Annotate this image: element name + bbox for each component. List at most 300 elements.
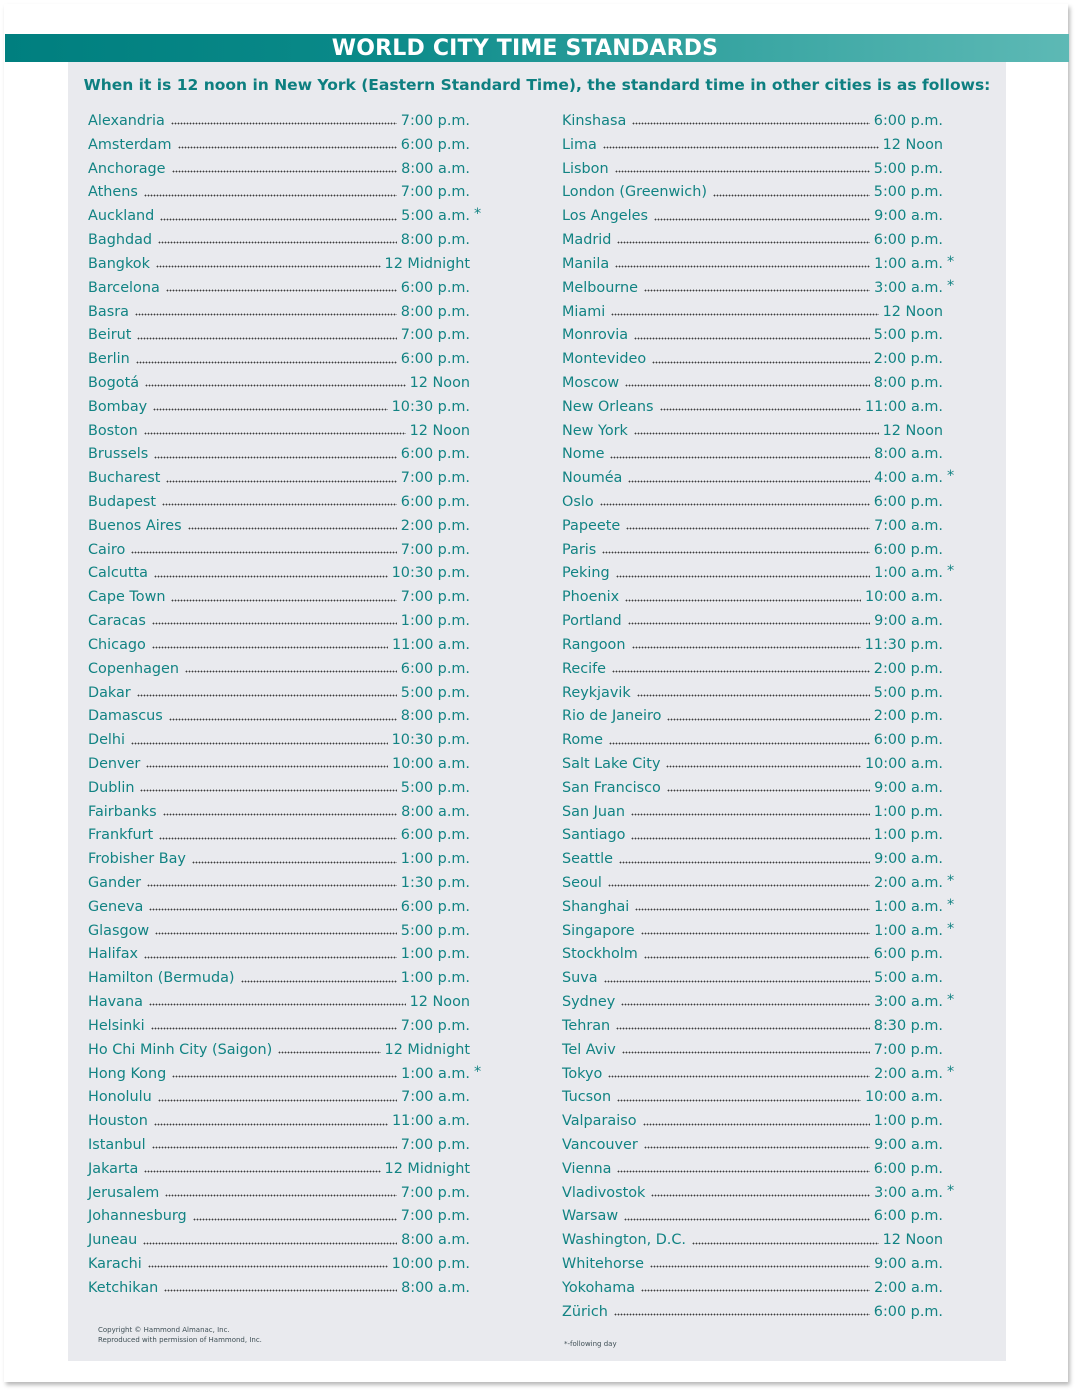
city-time-row [88,610,470,634]
city-name: Sydney [562,994,616,1011]
city-time-row [562,753,943,777]
city-time-row [562,896,955,920]
city-name: San Juan [562,803,625,820]
city-time-row [88,1063,482,1087]
city-time: 5:00 p.m. [873,327,943,344]
city-time: 12 Noon [409,374,470,391]
city-time-row [562,443,943,467]
dot-leader [644,286,870,296]
city-time-row [562,705,943,729]
city-name: Damascus [88,708,163,725]
dot-leader [163,809,398,819]
city-name: Gander [88,875,141,891]
city-name: Portland [562,613,622,630]
city-name: Athens [88,184,138,201]
city-name: Recife [562,660,607,677]
city-time-row [88,943,470,967]
dot-leader [644,1143,870,1153]
city-name: Basra [88,303,129,320]
city-name: Nouméa [562,470,623,487]
dot-leader [158,1095,397,1105]
city-name: Alexandria [88,113,165,129]
dot-leader [660,405,861,415]
city-name: Washington, D.C. [562,1232,686,1249]
dot-leader [625,381,870,391]
city-name: Dakar [88,684,131,701]
dot-leader [641,929,871,939]
city-time: 10:00 p.m. [391,1256,470,1272]
city-name: Rome [562,732,604,749]
city-time: 1:00 p.m. [400,613,470,630]
city-time-row [562,729,943,753]
city-time-row [88,753,470,777]
dot-leader [634,428,879,438]
city-time-row [562,801,943,825]
city-time: 8:00 a.m. [874,446,943,463]
city-time-row [562,1277,943,1301]
dot-leader [713,190,870,200]
city-name: Manila [562,255,610,272]
dot-leader [628,619,871,629]
city-time: 11:00 a.m. [864,398,943,415]
city-time: 10:00 a.m. [391,755,470,772]
city-time: 12 Noon [882,136,943,153]
dot-leader [143,1238,397,1248]
dot-leader [619,857,870,867]
dot-leader [155,929,397,939]
city-name: Vienna [562,1160,612,1177]
city-time-row [88,1086,470,1110]
city-name: Halifax [88,946,139,963]
city-time: 9:00 a.m. [874,851,943,868]
dot-leader [169,714,397,724]
city-time-row [88,253,470,277]
dot-leader [140,786,396,796]
dot-leader [692,1238,879,1248]
city-time-row [562,1301,943,1325]
city-time-row [88,420,470,444]
dot-leader [136,357,397,367]
city-name: Reykjavik [562,684,631,701]
city-time: 8:00 p.m. [400,708,470,725]
city-time-row [88,586,470,610]
city-name: Buenos Aires [88,517,182,534]
city-time-row [562,1253,943,1277]
city-time: 6:00 p.m. [873,1160,943,1177]
dot-leader [637,690,870,700]
city-time: 10:30 p.m. [391,398,470,415]
dot-leader [144,190,397,200]
city-time-row [88,134,470,158]
city-time-row [88,1253,470,1277]
dot-leader [654,214,870,224]
city-time: 9:00 a.m. [874,1256,943,1272]
next-day-marker: * [947,277,955,294]
city-name: Bogotá [88,374,140,391]
city-time: 8:00 p.m. [400,303,470,320]
city-name: Copenhagen [88,660,180,677]
city-name: Brussels [88,446,149,463]
city-time-row [88,348,470,372]
city-time-row [562,372,943,396]
city-time-row [88,1182,470,1206]
city-time-row [562,967,943,991]
city-time-row [88,277,470,301]
dot-leader [171,119,397,129]
dot-leader [241,976,397,986]
city-time-row [88,1229,470,1253]
city-name: Caracas [88,613,146,630]
city-time: 2:00 p.m. [873,708,943,725]
dot-leader [652,357,870,367]
city-time-row [88,705,470,729]
city-time-row [88,1205,470,1229]
city-time-row [88,158,470,182]
dot-leader [137,333,396,343]
dot-leader [604,976,871,986]
city-time: 6:00 p.m. [400,351,470,368]
city-time: 6:00 p.m. [873,113,943,129]
city-time: 6:00 p.m. [400,279,470,296]
city-name: Havana [88,994,143,1011]
dot-leader [602,548,870,558]
city-time: 8:00 a.m. [401,803,470,820]
city-name: San Francisco [562,779,661,796]
city-time-row [88,872,470,896]
dot-leader [617,1167,869,1177]
city-name: Fairbanks [88,803,157,820]
city-name: Lima [562,136,597,153]
city-time-row [88,491,470,515]
city-time: 3:00 a.m. [874,994,943,1011]
city-name: Barcelona [88,279,160,296]
city-name: Ketchikan [88,1279,159,1296]
dot-leader [616,571,871,581]
city-time-row [88,991,470,1015]
dot-leader [154,452,397,462]
city-time-row [562,658,943,682]
next-day-marker: * [947,1182,955,1199]
dot-leader [193,1214,397,1224]
dot-leader [615,262,870,272]
city-time: 9:00 a.m. [874,613,943,630]
city-name: Seattle [562,851,613,868]
city-time: 8:00 a.m. [401,1232,470,1249]
city-time-row [562,1134,943,1158]
dot-leader [650,1262,870,1272]
dot-leader [615,167,870,177]
city-name: Boston [88,422,138,439]
dot-leader [610,452,870,462]
city-name: Seoul [562,875,602,891]
city-time: 2:00 a.m. [874,1065,943,1082]
copyright-line: Copyright © Hammond Almanac, Inc. [98,1326,230,1334]
city-time: 12 Noon [882,1232,943,1249]
right-city-column [562,110,955,1324]
city-time-row [88,372,470,396]
city-name: Jakarta [88,1160,139,1177]
city-name: Rio de Janeiro [562,708,662,725]
dot-leader [152,619,397,629]
city-time-row [562,181,943,205]
city-time: 1:00 p.m. [400,970,470,987]
city-time: 9:00 a.m. [874,779,943,796]
dot-leader [608,881,870,891]
city-name: Bangkok [88,255,150,272]
city-name: Vancouver [562,1136,638,1153]
next-day-marker: * [474,206,482,223]
dot-leader [172,167,398,177]
dot-leader [164,1286,397,1296]
city-time-row [88,229,470,253]
city-time-row [562,324,943,348]
city-time: 6:00 p.m. [400,660,470,677]
city-time: 6:00 p.m. [873,232,943,249]
city-time: 1:00 a.m. [874,255,943,272]
city-time: 5:00 a.m. [874,970,943,987]
dot-leader [144,1167,380,1177]
city-time: 7:00 p.m. [400,1136,470,1153]
dot-leader [151,1024,397,1034]
city-time: 5:00 p.m. [873,160,943,177]
city-name: Moscow [562,374,620,391]
dot-leader [631,833,869,843]
city-time-row [562,586,943,610]
city-name: Phoenix [562,589,620,606]
city-time: 2:00 p.m. [400,517,470,534]
city-name: Ho Chi Minh City (Saigon) [88,1041,273,1058]
dot-leader [144,428,406,438]
dot-leader [611,309,878,319]
city-time-row [562,562,955,586]
city-time-row [88,324,470,348]
city-time-row [562,277,955,301]
dot-leader [667,786,870,796]
dot-leader [644,952,870,962]
city-time: 12 Noon [882,303,943,320]
city-time: 3:00 a.m. [874,279,943,296]
city-time-row [562,848,943,872]
city-name: Oslo [562,494,594,510]
city-time-row [88,824,470,848]
title-banner [5,34,1069,62]
city-time: 5:00 p.m. [400,922,470,939]
dot-leader [165,1190,396,1200]
city-name: Karachi [88,1256,142,1272]
city-name: Budapest [88,494,157,510]
dot-leader [146,762,388,772]
city-name: Berlin [88,351,130,368]
city-time: 7:00 p.m. [400,589,470,606]
city-time-row [562,920,955,944]
city-time-row [88,1158,470,1182]
dot-leader [617,1095,861,1105]
city-time: 1:00 p.m. [400,851,470,868]
city-time: 1:00 p.m. [873,803,943,820]
city-time-row [562,1182,955,1206]
city-time: 2:00 p.m. [873,351,943,368]
city-name: Cairo [88,541,126,558]
city-time: 6:00 p.m. [873,541,943,558]
city-time-row [88,467,470,491]
city-name: Melbourne [562,279,638,296]
city-time: 7:00 p.m. [400,113,470,129]
dot-leader [178,143,397,153]
city-time: 5:00 a.m. [401,208,470,225]
city-time: 1:30 p.m. [400,875,470,891]
city-time-row [562,348,943,372]
city-name: Warsaw [562,1208,619,1225]
city-time: 1:00 p.m. [873,827,943,844]
dot-leader [622,1048,870,1058]
city-time: 12 Midnight [384,1160,470,1177]
city-time: 2:00 a.m. [874,875,943,891]
city-time-row [562,1229,943,1253]
city-time: 12 Noon [409,422,470,439]
city-time: 9:00 a.m. [874,208,943,225]
city-time-row [562,1205,943,1229]
city-time-row [88,205,482,229]
city-name: Amsterdam [88,136,172,153]
city-name: Santiago [562,827,626,844]
dot-leader [160,214,397,224]
city-name: London (Greenwich) [562,184,707,201]
city-time: 5:00 p.m. [400,684,470,701]
city-time: 6:00 p.m. [400,494,470,510]
city-time-row [562,539,943,563]
dot-leader [152,1143,397,1153]
dot-leader [172,1071,397,1081]
city-name: Madrid [562,232,612,249]
city-name: Glasgow [88,922,150,939]
city-time-row [88,729,470,753]
dot-leader [609,738,870,748]
city-time: 8:00 a.m. [401,160,470,177]
city-time-row [562,253,955,277]
city-time-row [88,443,470,467]
city-time-row [88,967,470,991]
next-day-marker: * [947,253,955,270]
city-time: 8:30 p.m. [873,1017,943,1034]
dot-leader [166,476,396,486]
city-name: Zürich [562,1303,608,1320]
city-time-row [562,1039,943,1063]
dot-leader [192,857,397,867]
dot-leader [614,1310,870,1320]
dot-leader [635,905,870,915]
dot-leader [171,595,396,605]
city-name: Vladivostok [562,1184,646,1201]
city-time-row [88,1039,470,1063]
dot-leader [603,143,879,153]
city-time-row [562,229,943,253]
city-time: 7:00 p.m. [400,327,470,344]
city-time: 10:30 p.m. [391,732,470,749]
city-name: Miami [562,303,606,320]
city-time-row [562,682,943,706]
dot-leader [149,905,396,915]
city-name: Whitehorse [562,1256,645,1272]
city-time-row [562,110,943,134]
city-time-row [88,1015,470,1039]
city-name: Juneau [88,1232,138,1249]
city-time: 7:00 p.m. [400,184,470,201]
city-time: 1:00 p.m. [400,946,470,963]
city-name: Paris [562,541,597,558]
city-name: Calcutta [88,565,149,582]
city-time-row [88,562,470,586]
city-name: Bucharest [88,470,161,487]
dot-leader [144,952,397,962]
city-time: 6:00 p.m. [873,1208,943,1225]
city-time-row [562,396,943,420]
city-name: Suva [562,970,598,987]
city-time-row [88,181,470,205]
city-time: 5:00 p.m. [873,184,943,201]
city-name: Montevideo [562,351,647,368]
city-time: 12 Midnight [384,255,470,272]
city-time: 12 Noon [409,994,470,1011]
city-time: 6:00 p.m. [873,732,943,749]
dot-leader [149,1000,406,1010]
city-time-row [88,110,470,134]
city-name: Valparaiso [562,1113,637,1130]
city-time-row [562,491,943,515]
city-time: 4:00 a.m. [874,470,943,487]
dot-leader [154,1119,388,1129]
dot-leader [185,667,397,677]
city-time-row [562,634,943,658]
city-time-row [562,777,943,801]
city-time-row [562,991,955,1015]
city-time: 7:00 p.m. [873,1041,943,1058]
city-name: New York [562,422,628,439]
dot-leader [137,690,397,700]
city-name: Salt Lake City [562,755,661,772]
city-name: Delhi [88,732,126,749]
city-time: 12 Noon [882,422,943,439]
next-day-marker: * [947,920,955,937]
city-name: Los Angeles [562,208,648,225]
city-name: Shanghai [562,898,630,915]
city-time: 9:00 a.m. [874,1136,943,1153]
city-name: Peking [562,565,610,582]
dot-leader [626,524,870,534]
city-time: 11:30 p.m. [864,636,943,653]
city-time-row [562,1158,943,1182]
city-time: 1:00 a.m. [401,1065,470,1082]
city-time-row [88,634,470,658]
city-name: Hamilton (Bermuda) [88,970,235,987]
city-name: Johannesburg [88,1208,187,1225]
city-time-row [88,301,470,325]
dot-leader [159,833,397,843]
city-name: Cape Town [88,589,166,606]
dot-leader [158,238,397,248]
page-title: WORLD CITY TIME STANDARDS [331,36,719,61]
dot-leader [641,1286,870,1296]
city-time-row [562,1110,943,1134]
city-name: Anchorage [88,160,166,177]
city-name: Helsinki [88,1017,145,1034]
city-time: 6:00 p.m. [400,136,470,153]
city-time: 5:00 p.m. [400,779,470,796]
city-time: 7:00 p.m. [400,541,470,558]
dot-leader [643,1119,870,1129]
dot-leader [621,1000,870,1010]
city-time: 8:00 p.m. [873,374,943,391]
city-name: Nome [562,446,605,463]
